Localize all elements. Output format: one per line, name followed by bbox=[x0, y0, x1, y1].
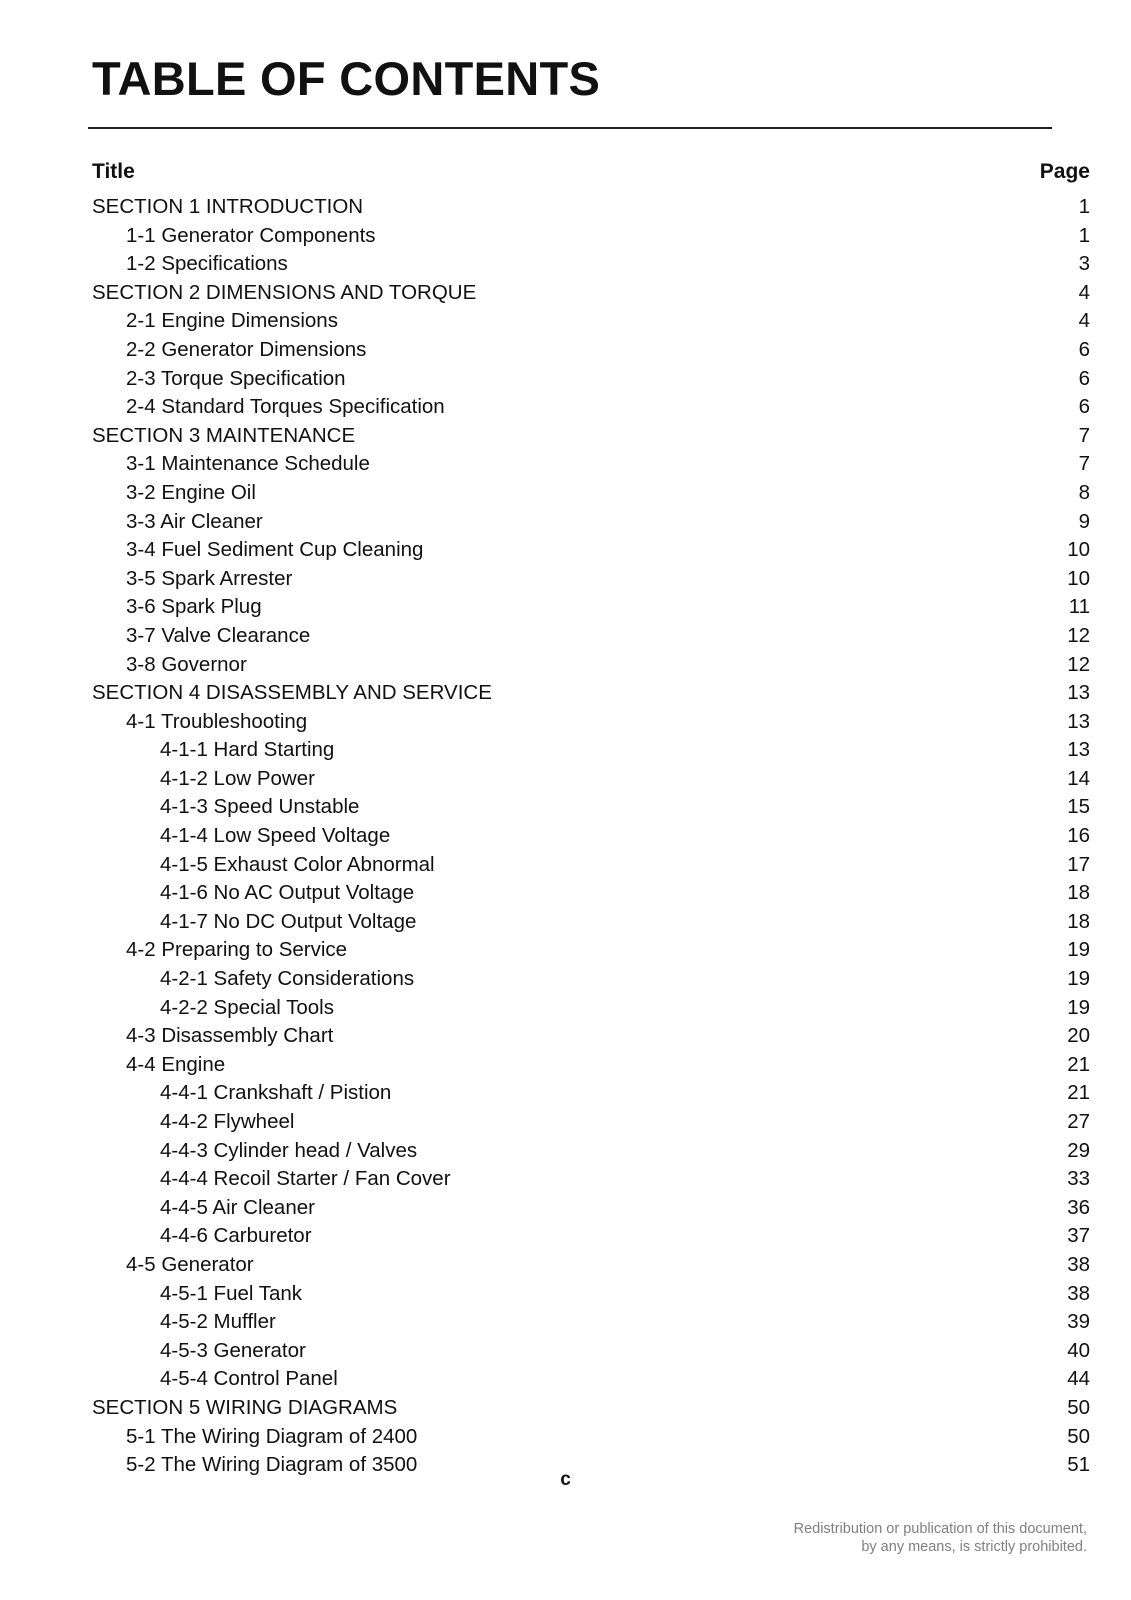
toc-entry-row[interactable] bbox=[0, 593, 1131, 622]
toc-entry-row[interactable] bbox=[0, 908, 1131, 937]
toc-entry-row[interactable] bbox=[0, 822, 1131, 851]
toc-entry-title[interactable]: 4-1-3 Speed Unstable bbox=[160, 795, 360, 819]
toc-entry-title[interactable]: SECTION 2 DIMENSIONS AND TORQUE bbox=[92, 280, 477, 304]
toc-entry-page: 50 bbox=[1067, 1395, 1090, 1419]
toc-entry-page: 13 bbox=[1067, 681, 1090, 705]
toc-entry-row[interactable] bbox=[0, 1022, 1131, 1051]
toc-entry-page: 20 bbox=[1067, 1024, 1090, 1048]
toc-entry-page: 21 bbox=[1067, 1081, 1090, 1105]
toc-entry-row[interactable] bbox=[0, 1251, 1131, 1280]
toc-entry-page: 13 bbox=[1067, 738, 1090, 762]
toc-entry-page: 27 bbox=[1067, 1110, 1090, 1133]
toc-entry-page: 8 bbox=[1078, 480, 1090, 504]
toc-entry-row[interactable] bbox=[0, 994, 1131, 1023]
toc-entry-row[interactable] bbox=[0, 708, 1131, 737]
toc-entry-page: 11 bbox=[1068, 595, 1090, 619]
column-header-page: Page bbox=[1039, 160, 1090, 183]
toc-entry-page: 19 bbox=[1067, 967, 1090, 991]
column-header-title: Title bbox=[92, 160, 135, 183]
toc-entry-title[interactable]: 1-2 Specifications bbox=[126, 252, 288, 276]
toc-entry-row[interactable] bbox=[0, 1337, 1131, 1366]
toc-entry-title[interactable]: 1-1 Generator Components bbox=[126, 223, 376, 247]
toc-entry-page: 1 bbox=[1078, 195, 1090, 218]
toc-entry-title[interactable]: 3-3 Air Cleaner bbox=[126, 509, 263, 533]
toc-entry-page: 40 bbox=[1067, 1338, 1090, 1362]
toc-entry-row[interactable] bbox=[0, 307, 1131, 336]
toc-entry-page: 36 bbox=[1067, 1195, 1090, 1219]
toc-entry-page: 37 bbox=[1067, 1224, 1090, 1248]
toc-entry-row[interactable] bbox=[0, 879, 1131, 908]
toc-entry-page: 13 bbox=[1067, 709, 1090, 733]
toc-entry-title[interactable]: 2-1 Engine Dimensions bbox=[126, 309, 338, 333]
toc-entry-title[interactable]: 4-4-6 Carburetor bbox=[160, 1224, 312, 1248]
toc-entry-title[interactable]: 4-5 Generator bbox=[126, 1252, 254, 1276]
toc-entry-row[interactable] bbox=[0, 1165, 1131, 1194]
toc-entry-page: 4 bbox=[1078, 309, 1090, 333]
toc-entry-title[interactable]: 2-3 Torque Specification bbox=[126, 366, 346, 390]
toc-entry-title[interactable]: 3-1 Maintenance Schedule bbox=[126, 452, 370, 476]
notice-line-1: Redistribution or publication of this document, bbox=[793, 1521, 1087, 1537]
toc-entry-page: 44 bbox=[1067, 1367, 1090, 1391]
toc-entry-title[interactable]: 4-1-5 Exhaust Color Abnormal bbox=[160, 852, 435, 876]
toc-entry-page: 38 bbox=[1067, 1252, 1090, 1276]
toc-entry-row[interactable] bbox=[0, 622, 1131, 651]
toc-entry-page: 17 bbox=[1067, 852, 1090, 876]
toc-entry-title[interactable]: 4-4-4 Recoil Starter / Fan Cover bbox=[160, 1167, 451, 1191]
toc-entry-title[interactable]: 4-2-2 Special Tools bbox=[160, 995, 334, 1019]
redistribution-notice bbox=[794, 1520, 1087, 1556]
toc-entry-page: 50 bbox=[1067, 1424, 1090, 1448]
page-number: c bbox=[560, 1469, 571, 1490]
toc-entry-title[interactable]: 4-1-2 Low Power bbox=[160, 766, 315, 790]
toc-entry-title[interactable]: 4-5-4 Control Panel bbox=[160, 1367, 338, 1391]
toc-entry-page: 6 bbox=[1078, 395, 1090, 419]
toc-entry-title[interactable]: 4-4-3 Cylinder head / Valves bbox=[160, 1138, 418, 1162]
toc-section-row[interactable] bbox=[0, 679, 1131, 708]
toc-entry-page: 33 bbox=[1067, 1167, 1090, 1191]
toc-entry-row[interactable] bbox=[0, 508, 1131, 537]
toc-entry-page: 6 bbox=[1078, 366, 1090, 390]
toc-entry-page: 7 bbox=[1078, 423, 1090, 447]
toc-entry-row[interactable] bbox=[0, 1194, 1131, 1223]
toc-entry-row[interactable] bbox=[0, 965, 1131, 994]
toc-entry-row[interactable] bbox=[0, 450, 1131, 479]
toc-entry-page: 19 bbox=[1067, 938, 1090, 962]
toc-entry-row[interactable] bbox=[0, 365, 1131, 394]
toc-entry-row[interactable] bbox=[0, 536, 1131, 565]
toc-entry-row[interactable] bbox=[0, 1365, 1131, 1394]
toc-entry-title[interactable]: 4-1-1 Hard Starting bbox=[160, 738, 335, 762]
toc-entry-page: 16 bbox=[1067, 824, 1090, 848]
toc-entry-row[interactable] bbox=[0, 1137, 1131, 1166]
toc-entry-row[interactable] bbox=[0, 479, 1131, 508]
toc-entry-page: 15 bbox=[1067, 795, 1090, 819]
toc-entry-title[interactable]: SECTION 5 WIRING DIAGRAMS bbox=[92, 1395, 398, 1419]
toc-entry-page: 39 bbox=[1067, 1310, 1090, 1334]
toc-entry-page: 51 bbox=[1067, 1453, 1090, 1477]
toc-entry-page: 7 bbox=[1078, 452, 1090, 476]
toc-entry-page: 10 bbox=[1067, 566, 1090, 590]
toc-entry-page: 12 bbox=[1067, 623, 1090, 647]
toc-entry-title[interactable]: 4-1-7 No DC Output Voltage bbox=[160, 909, 417, 933]
toc-entry-row[interactable] bbox=[0, 1108, 1131, 1137]
toc-entry-title[interactable]: 3-8 Governor bbox=[126, 652, 247, 676]
toc-entry-row[interactable] bbox=[0, 765, 1131, 794]
toc-entry-page: 38 bbox=[1067, 1281, 1090, 1305]
toc-entry-title[interactable]: 3-7 Valve Clearance bbox=[126, 623, 311, 647]
toc-entry-row[interactable] bbox=[0, 793, 1131, 822]
toc-entry-title[interactable]: 4-5-2 Muffler bbox=[160, 1310, 276, 1334]
toc-entry-title[interactable]: SECTION 4 DISASSEMBLY AND SERVICE bbox=[92, 681, 492, 705]
toc-entry-title[interactable]: 5-2 The Wiring Diagram of 3500 bbox=[126, 1453, 418, 1477]
toc-entry-row[interactable] bbox=[0, 736, 1131, 765]
toc-entry-row[interactable] bbox=[0, 565, 1131, 594]
toc-entry-title[interactable]: 2-4 Standard Torques Specification bbox=[126, 395, 445, 419]
toc-section-row[interactable] bbox=[0, 279, 1131, 308]
toc-entry-title[interactable]: 4-4-2 Flywheel bbox=[160, 1110, 295, 1133]
toc-entry-page: 3 bbox=[1078, 252, 1090, 276]
toc-section-row[interactable] bbox=[0, 1394, 1131, 1423]
toc-entry-page: 18 bbox=[1067, 909, 1090, 933]
toc-entry-page: 21 bbox=[1067, 1052, 1090, 1076]
toc-entry-row[interactable] bbox=[0, 1079, 1131, 1108]
toc-entry-row[interactable] bbox=[0, 1280, 1131, 1309]
toc-entry-row[interactable] bbox=[0, 336, 1131, 365]
toc-entry-page: 10 bbox=[1067, 538, 1090, 562]
toc-entry-page: 14 bbox=[1067, 766, 1090, 790]
toc-entry-page: 12 bbox=[1067, 652, 1090, 676]
toc-section-row[interactable] bbox=[0, 422, 1131, 451]
toc-entry-title[interactable]: 2-2 Generator Dimensions bbox=[126, 337, 367, 361]
toc-entry-page: 1 bbox=[1078, 223, 1090, 247]
toc-entry-row[interactable] bbox=[0, 851, 1131, 880]
toc-entry-title[interactable]: 4-4 Engine bbox=[126, 1052, 226, 1076]
toc-entry-title[interactable]: 3-4 Fuel Sediment Cup Cleaning bbox=[126, 538, 424, 562]
title-divider bbox=[88, 127, 1052, 129]
notice-line-2: by any means, is strictly prohibited. bbox=[861, 1539, 1087, 1555]
toc-entry-title[interactable]: 4-4-1 Crankshaft / Pistion bbox=[160, 1081, 392, 1105]
toc-entry-page: 4 bbox=[1078, 280, 1090, 304]
toc-entry-title[interactable]: 4-1-4 Low Speed Voltage bbox=[160, 824, 391, 848]
toc-entry-row[interactable] bbox=[0, 222, 1131, 251]
toc-entry-title[interactable]: 4-1 Troubleshooting bbox=[126, 709, 308, 733]
toc-entry-page: 6 bbox=[1078, 337, 1090, 361]
toc-entry-row[interactable] bbox=[0, 651, 1131, 680]
toc-entry-title[interactable]: 4-5-3 Generator bbox=[160, 1338, 306, 1362]
toc-entry-row[interactable] bbox=[0, 1308, 1131, 1337]
toc-list bbox=[0, 193, 1131, 1480]
toc-entry-row[interactable] bbox=[0, 1051, 1131, 1080]
toc-entry-title[interactable]: 4-2 Preparing to Service bbox=[126, 938, 348, 962]
toc-section-row[interactable] bbox=[0, 193, 1131, 222]
toc-entry-row[interactable] bbox=[0, 1222, 1131, 1251]
toc-entry-row[interactable] bbox=[0, 250, 1131, 279]
toc-entry-title[interactable]: SECTION 3 MAINTENANCE bbox=[92, 423, 356, 447]
toc-entry-title[interactable]: 4-2-1 Safety Considerations bbox=[160, 967, 415, 991]
toc-entry-row[interactable] bbox=[0, 936, 1131, 965]
toc-entry-page: 29 bbox=[1067, 1138, 1090, 1162]
toc-entry-title[interactable]: 3-5 Spark Arrester bbox=[126, 566, 293, 590]
toc-entry-title[interactable]: 3-6 Spark Plug bbox=[126, 595, 262, 619]
toc-entry-title[interactable]: SECTION 1 INTRODUCTION bbox=[92, 195, 364, 218]
toc-entry-page: 18 bbox=[1067, 881, 1090, 905]
toc-entry-row[interactable] bbox=[0, 1423, 1131, 1452]
toc-entry-title[interactable]: 4-1-6 No AC Output Voltage bbox=[160, 881, 415, 905]
toc-entry-title[interactable]: 4-3 Disassembly Chart bbox=[126, 1024, 334, 1048]
page-title: TABLE OF CONTENTS bbox=[92, 52, 601, 105]
toc-entry-title[interactable]: 4-5-1 Fuel Tank bbox=[160, 1281, 303, 1305]
toc-entry-row[interactable] bbox=[0, 393, 1131, 422]
toc-entry-title[interactable]: 4-4-5 Air Cleaner bbox=[160, 1195, 315, 1219]
toc-entry-title[interactable]: 3-2 Engine Oil bbox=[126, 480, 256, 504]
toc-entry-title[interactable]: 5-1 The Wiring Diagram of 2400 bbox=[126, 1424, 418, 1448]
toc-entry-page: 19 bbox=[1067, 995, 1090, 1019]
toc-entry-page: 9 bbox=[1078, 509, 1090, 533]
